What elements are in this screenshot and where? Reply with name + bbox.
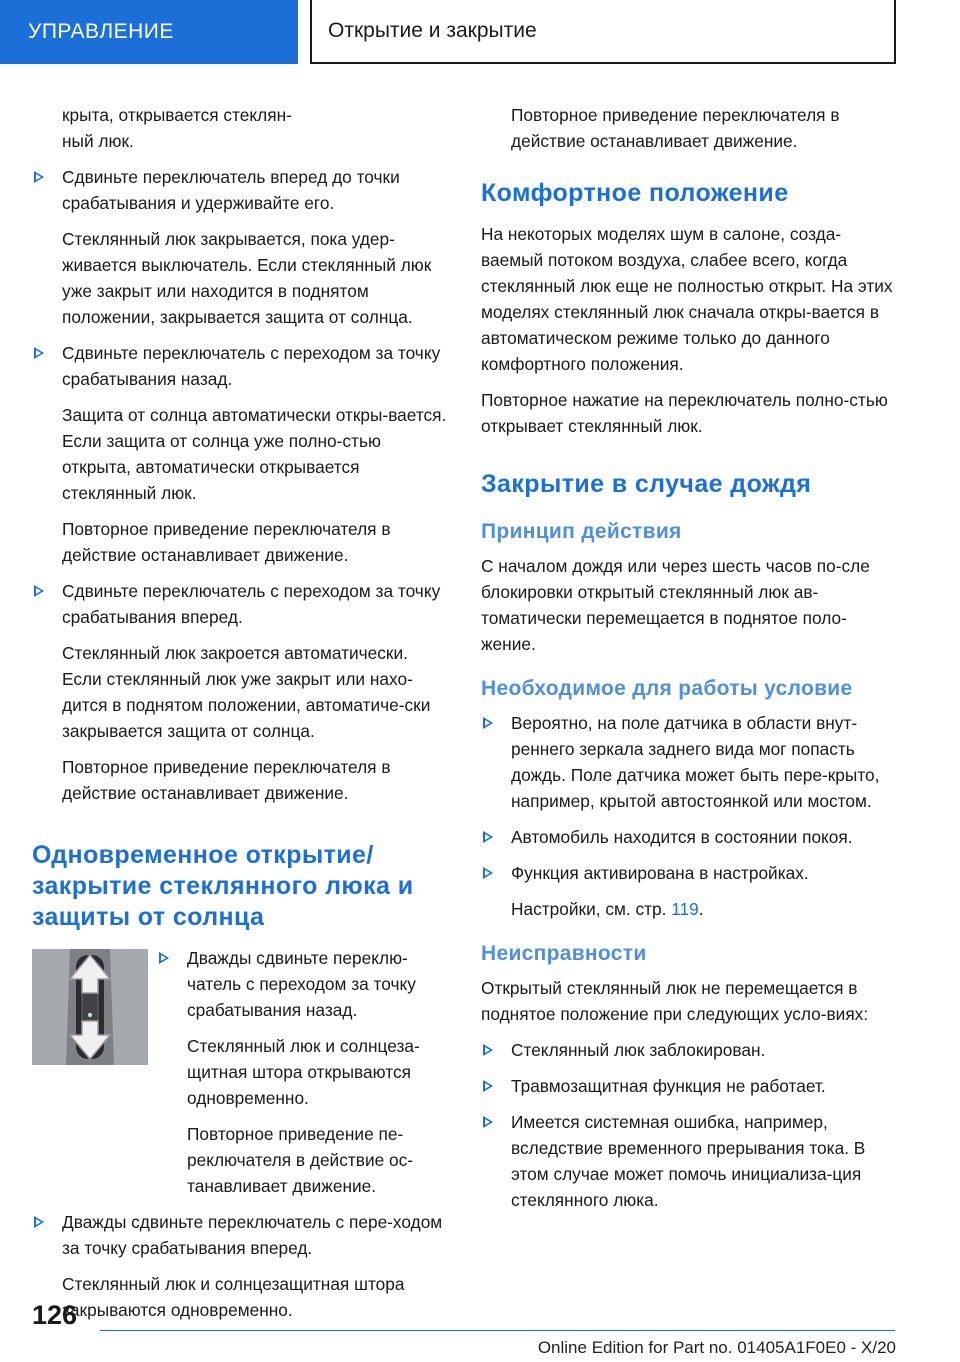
figure-block xyxy=(32,945,452,1199)
paragraph: С началом дождя или через шесть часов по-сле блокировки открытый стеклянный люк ав-томатически перемещается в поднятое поло-жение. xyxy=(481,556,870,654)
list-item-text: Травмозащитная функция не работает. xyxy=(511,1076,826,1096)
bullet-triangle-icon xyxy=(34,1216,44,1228)
list-item-text: Сдвиньте переключатель с переходом за точку срабатывания назад. xyxy=(62,343,441,389)
list-item-text: Сдвиньте переключатель вперед до точки срабатывания и удерживайте его. xyxy=(62,167,400,213)
bullet-triangle-icon xyxy=(34,347,44,359)
bullet-triangle-icon xyxy=(483,717,493,729)
header-section xyxy=(0,0,298,64)
paragraph: Повторное приведение переключателя в действие останавливает движение. xyxy=(511,105,840,151)
list-item xyxy=(32,340,452,392)
crossref-suffix: . xyxy=(698,899,704,919)
section-heading: Комфортное положение xyxy=(481,179,789,207)
paragraph: крыта, открывается стеклян- ный люк. xyxy=(62,105,292,151)
paragraph: Стеклянный люк закроется автоматически. Если стеклянный люк уже закрыт или нахо-дится в поднятом положении, автоматиче-ски закрывается защита от солнца. xyxy=(62,643,431,741)
section-heading: Одновременное открытие/ закрытие стеклянного люка и защиты от солнца xyxy=(32,841,414,931)
bullet-triangle-icon xyxy=(483,867,493,879)
list-item xyxy=(481,1109,901,1213)
bullet-triangle-icon xyxy=(34,585,44,597)
right-column xyxy=(481,102,901,1223)
bullet-triangle-icon xyxy=(34,171,44,183)
page-link[interactable]: 119 xyxy=(671,899,699,919)
bullet-triangle-icon xyxy=(483,1044,493,1056)
subsection-heading: Необходимое для работы условие xyxy=(481,677,853,700)
paragraph: Повторное приведение пе-реключателя в действие ос-танавливает движение. xyxy=(187,1124,414,1196)
paragraph: Повторное приведение переключателя в действие останавливает движение. xyxy=(62,519,391,565)
page-number: 126 xyxy=(32,1300,78,1330)
section-title: УПРАВЛЕНИЕ xyxy=(28,20,174,43)
list-item-text: Стеклянный люк заблокирован. xyxy=(511,1040,766,1060)
footer-divider xyxy=(100,1330,895,1331)
list-item xyxy=(481,824,901,850)
list-item-text: Сдвиньте переключатель с переходом за точку срабатывания вперед. xyxy=(62,581,441,627)
chapter-title: Открытие и закрытие xyxy=(328,19,537,42)
paragraph: Защита от солнца автоматически откры-вается. Если защита от солнца уже полно-стью открыта, автоматически открывается стеклянный люк. xyxy=(62,405,447,503)
sunroof-switch-icon xyxy=(32,949,148,1065)
sunroof-switch-figure xyxy=(32,949,148,1065)
edition-text: Online Edition for Part no. 01405A1F0E0 - X/20 xyxy=(537,1338,896,1357)
list-item xyxy=(32,1209,452,1261)
header-chapter xyxy=(310,0,896,64)
section-heading: Закрытие в случае дождя xyxy=(481,470,812,498)
paragraph xyxy=(481,896,901,922)
paragraph: Стеклянный люк и солнцезащитная штора закрываются одновременно. xyxy=(62,1274,405,1320)
bullet-triangle-icon xyxy=(483,831,493,843)
crossref-prefix: Настройки, см. стр. xyxy=(511,899,672,919)
list-item xyxy=(157,945,452,1023)
list-item xyxy=(481,710,901,814)
paragraph: Стеклянный люк закрывается, пока удер-живается выключатель. Если стеклянный люк уже закрыт или находится в поднятом положении, закрывается защита от солнца. xyxy=(62,229,432,327)
bullet-triangle-icon xyxy=(159,952,169,964)
list-item-text: Имеется системная ошибка, например, вследствие временного прерывания тока. В этом случае может помочь инициализа-ция стеклянного люка. xyxy=(511,1112,866,1210)
paragraph: Открытый стеклянный люк не перемещается в поднятое положение при следующих усло-виях: xyxy=(481,978,869,1024)
left-column xyxy=(32,102,452,1333)
paragraph: Повторное нажатие на переключатель полно-стью открывает стеклянный люк. xyxy=(481,390,888,436)
subsection-heading: Принцип действия xyxy=(481,520,682,543)
list-item xyxy=(481,860,901,886)
list-item-text: Дважды сдвиньте переключатель с пере-ходом за точку срабатывания вперед. xyxy=(62,1212,443,1258)
subsection-heading: Неисправности xyxy=(481,942,647,965)
paragraph: Стеклянный люк и солнцеза-щитная штора открываются одновременно. xyxy=(187,1036,420,1108)
list-item-text: Функция активирована в настройках. xyxy=(511,863,809,883)
bullet-triangle-icon xyxy=(483,1080,493,1092)
list-item-text: Автомобиль находится в состоянии покоя. xyxy=(511,827,853,847)
paragraph: Повторное приведение переключателя в действие останавливает движение. xyxy=(62,757,391,803)
bullet-triangle-icon xyxy=(483,1116,493,1128)
list-item xyxy=(481,1073,901,1099)
list-item-text: Вероятно, на поле датчика в области внут-реннего зеркала заднего вида мог попасть дождь. Поле датчика может быть пере-крыто, например, крытой автостоянкой или мостом. xyxy=(511,713,880,811)
list-item xyxy=(32,578,452,630)
list-item xyxy=(32,164,452,216)
list-item xyxy=(481,1037,901,1063)
list-item-text: Дважды сдвиньте переклю-чатель с переходом за точку срабатывания назад. xyxy=(187,948,416,1020)
paragraph: На некоторых моделях шум в салоне, созда-ваемый потоком воздуха, слабее всего, когда стеклянный люк еще не полностью открыт. На этих моделях стеклянный люк сначала откры-вается в автоматическом режиме только до данного комфортного положения. xyxy=(481,224,893,374)
